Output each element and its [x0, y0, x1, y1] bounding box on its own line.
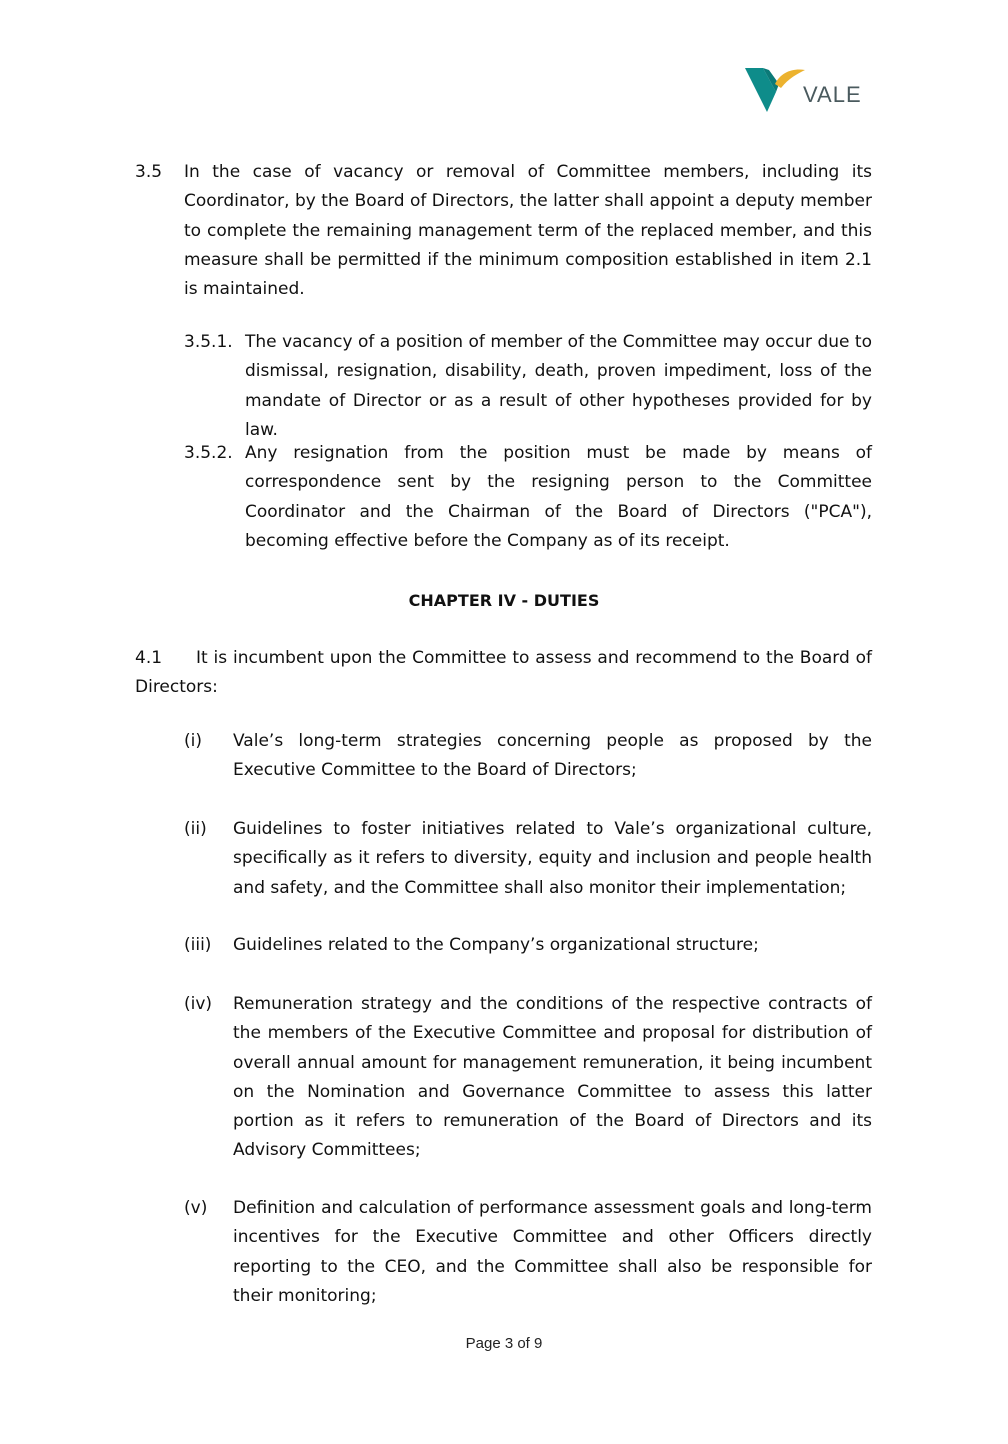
list-item-text-iv: Remuneration strategy and the conditions of the respective contracts of the members of the Executive Committee and proposal for distribution of overall annual amount for management remuneration, it being incumbent on the Nomination and Governance Committee to assess this latter portion as it refers to remuneration of the Board of Directors and its Advisory Committees;: [233, 994, 872, 1161]
vale-logo-icon: [745, 64, 807, 114]
section-number-3-5-2: 3.5.2.: [184, 443, 233, 463]
list-item-label-v: (v): [184, 1198, 208, 1218]
section-4-1-text: It is incumbent upon the Committee to assess and recommend to the Board of Directors:: [135, 648, 872, 698]
list-item-label-iv: (iv): [184, 994, 213, 1014]
list-item-text-iii: Guidelines related to the Company’s organizational structure;: [233, 935, 759, 955]
list-item-label-ii: (ii): [184, 819, 207, 839]
vale-logo-text: VALE: [803, 82, 862, 107]
vale-logo: [745, 64, 865, 116]
section-3-5-1-text: The vacancy of a position of member of the Committee may occur due to dismissal, resignation, disability, death, proven impediment, loss of the mandate of Director or as a result of other hypotheses provided for by law.: [245, 332, 872, 440]
section-3-5-2-text: Any resignation from the position must be made by means of correspondence sent by the resigning person to the Committee Coordinator and the Chairman of the Board of Directors ("PCA"), becoming effective before the Company as of its receipt.: [245, 443, 872, 551]
list-item-label-iii: (iii): [184, 935, 212, 955]
list-item-text-ii: Guidelines to foster initiatives related to Vale’s organizational culture, specifically as it refers to diversity, equity and inclusion and people health and safety, and the Committee shall also monitor their implementation;: [233, 819, 872, 898]
list-item-text-i: Vale’s long-term strategies concerning people as proposed by the Executive Committee to the Board of Directors;: [233, 731, 872, 781]
section-4-1: [135, 644, 872, 703]
section-number-4-1: 4.1: [135, 648, 163, 668]
list-item-text-v: Definition and calculation of performance assessment goals and long-term incentives for the Executive Committee and other Officers directly reporting to the CEO, and the Committee shall also be responsible for their monitoring;: [233, 1198, 872, 1306]
page-number: Page 3 of 9: [465, 1335, 543, 1352]
section-number-3-5-1: 3.5.1.: [184, 332, 233, 352]
list-item-label-i: (i): [184, 731, 202, 751]
section-3-5-text: In the case of vacancy or removal of Committee members, including its Coordinator, by the Board of Directors, the latter shall appoint a deputy member to complete the remaining management term of the replaced member, and this measure shall be permitted if the minimum composition established in item 2.1 is maintained.: [184, 162, 872, 300]
section-number-3-5: 3.5: [135, 162, 163, 182]
chapter-heading: CHAPTER IV - DUTIES: [408, 591, 600, 610]
